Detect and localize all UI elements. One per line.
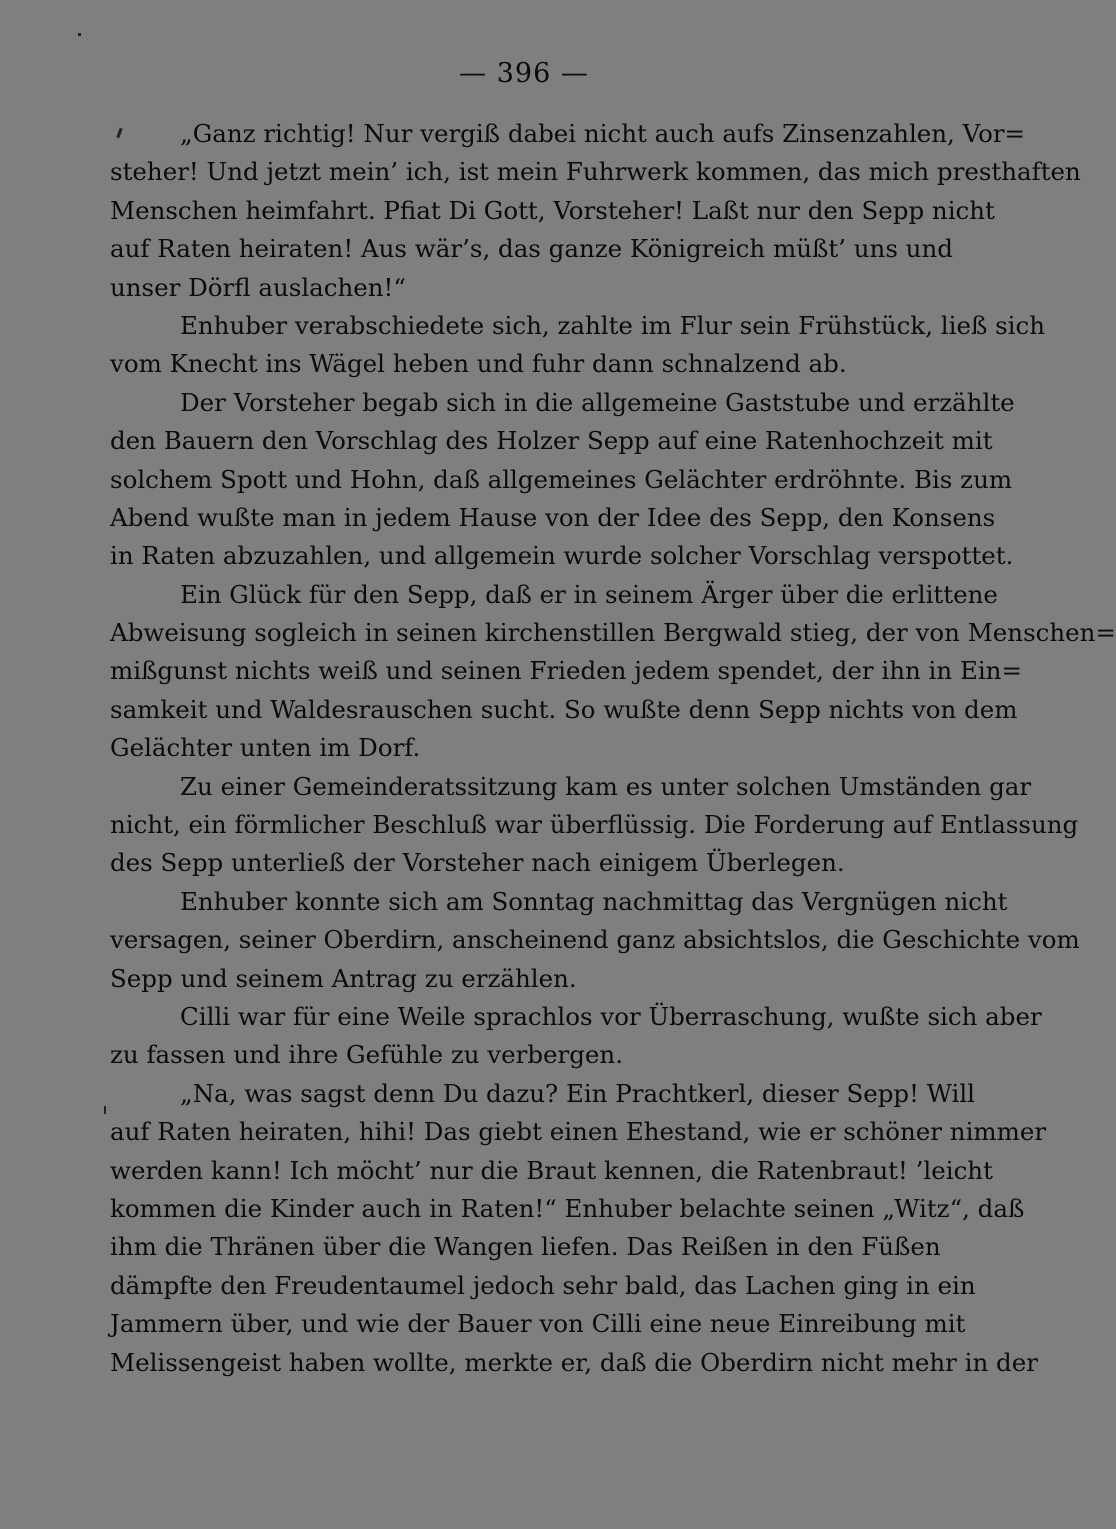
text-line: den Bauern den Vorschlag des Holzer Sepp auf eine Ratenhochzeit mit — [110, 426, 993, 456]
body-text — [110, 115, 1116, 1382]
text-line: Gelächter unten im Dorf. — [110, 733, 421, 763]
text-line: vom Knecht ins Wägel heben und fuhr dann schnalzend ab. — [110, 349, 847, 379]
text-line: „Na, was sagst denn Du dazu? Ein Prachtkerl, dieser Sepp! Will — [180, 1078, 975, 1108]
text-line: Abend wußte man in jedem Hause von der Idee des Sepp, den Konsens — [110, 502, 996, 532]
text-line: versagen, seiner Oberdirn, anscheinend ganz absichtslos, die Geschichte vom — [110, 925, 1080, 955]
text-line: kommen die Kinder auch in Raten!“ Enhuber belachte seinen „Witz“, daß — [110, 1193, 1025, 1223]
paragraph — [110, 883, 1080, 998]
text-line: in Raten abzuzahlen, und allgemein wurde solcher Vorschlag verspottet. — [110, 541, 1014, 571]
text-line: Zu einer Gemeinderatssitzung kam es unter solchen Umständen gar — [180, 771, 1032, 801]
text-line: Abweisung sogleich in seinen kirchenstillen Bergwald stieg, der von Menschen= — [110, 618, 1116, 648]
paragraph — [110, 384, 1015, 576]
text-line: werden kann! Ich möcht’ nur die Braut kennen, die Ratenbraut! ’leicht — [110, 1155, 993, 1185]
paragraph — [110, 1075, 1047, 1382]
text-line: nicht, ein förmlicher Beschluß war überflüssig. Die Forderung auf Entlassung — [110, 810, 1079, 840]
text-line: des Sepp unterließ der Vorsteher nach einigem Überlegen. — [110, 848, 845, 878]
text-line: mißgunst nichts weiß und seinen Frieden jedem spendet, der ihn in Ein= — [110, 656, 1022, 686]
text-line: steher! Und jetzt mein’ ich, ist mein Fuhrwerk kommen, das mich presthaften — [110, 157, 1081, 187]
text-line: Melissengeist haben wollte, merkte er, daß die Oberdirn nicht mehr in der — [110, 1347, 1038, 1377]
text-line: Cilli war für eine Weile sprachlos vor Überraschung, wußte sich aber — [180, 1001, 1042, 1031]
text-line: unser Dörfl auslachen!“ — [110, 272, 406, 302]
text-line: Enhuber verabschiedete sich, zahlte im Flur sein Frühstück, ließ sich — [180, 310, 1046, 340]
text-line: auf Raten heiraten! Aus wär’s, das ganze Königreich müßt’ uns und — [110, 234, 953, 264]
text-line: zu fassen und ihre Gefühle zu verbergen. — [110, 1040, 623, 1070]
text-line: solchem Spott und Hohn, daß allgemeines Gelächter erdröhnte. Bis zum — [110, 464, 1013, 494]
paragraph — [110, 307, 1046, 384]
text-line: Sepp und seinem Antrag zu erzählen. — [110, 963, 577, 993]
text-line: auf Raten heiraten, hihi! Das giebt einen Ehestand, wie er schöner nimmer — [110, 1117, 1047, 1147]
text-line: dämpfte den Freudentaumel jedoch sehr bald, das Lachen ging in ein — [110, 1270, 976, 1300]
paragraph — [110, 576, 1116, 768]
scan-speck — [78, 33, 81, 36]
text-line: „Ganz richtig! Nur vergiß dabei nicht auch aufs Zinsenzahlen, Vor= — [180, 119, 1026, 148]
text-line: Menschen heimfahrt. Pfiat Di Gott, Vorsteher! Laßt nur den Sepp nicht — [110, 195, 995, 225]
paragraph — [110, 115, 1081, 307]
text-line: ihm die Thränen über die Wangen liefen. Das Reißen in den Füßen — [110, 1232, 941, 1262]
scan-speck — [104, 1106, 106, 1114]
text-line: Enhuber konnte sich am Sonntag nachmittag das Vergnügen nicht — [180, 886, 1008, 916]
text-line: samkeit und Waldesrauschen sucht. So wußte denn Sepp nichts von dem — [110, 694, 1018, 724]
paragraph — [110, 998, 1042, 1075]
text-line: Der Vorsteher begab sich in die allgemeine Gaststube und erzählte — [180, 387, 1015, 417]
page-number: — 396 — — [459, 58, 589, 89]
paragraph — [110, 768, 1079, 883]
text-line: Jammern über, und wie der Bauer von Cilli eine neue Einreibung mit — [110, 1309, 966, 1339]
text-line: Ein Glück für den Sepp, daß er in seinem Ärger über die erlittene — [180, 579, 998, 609]
